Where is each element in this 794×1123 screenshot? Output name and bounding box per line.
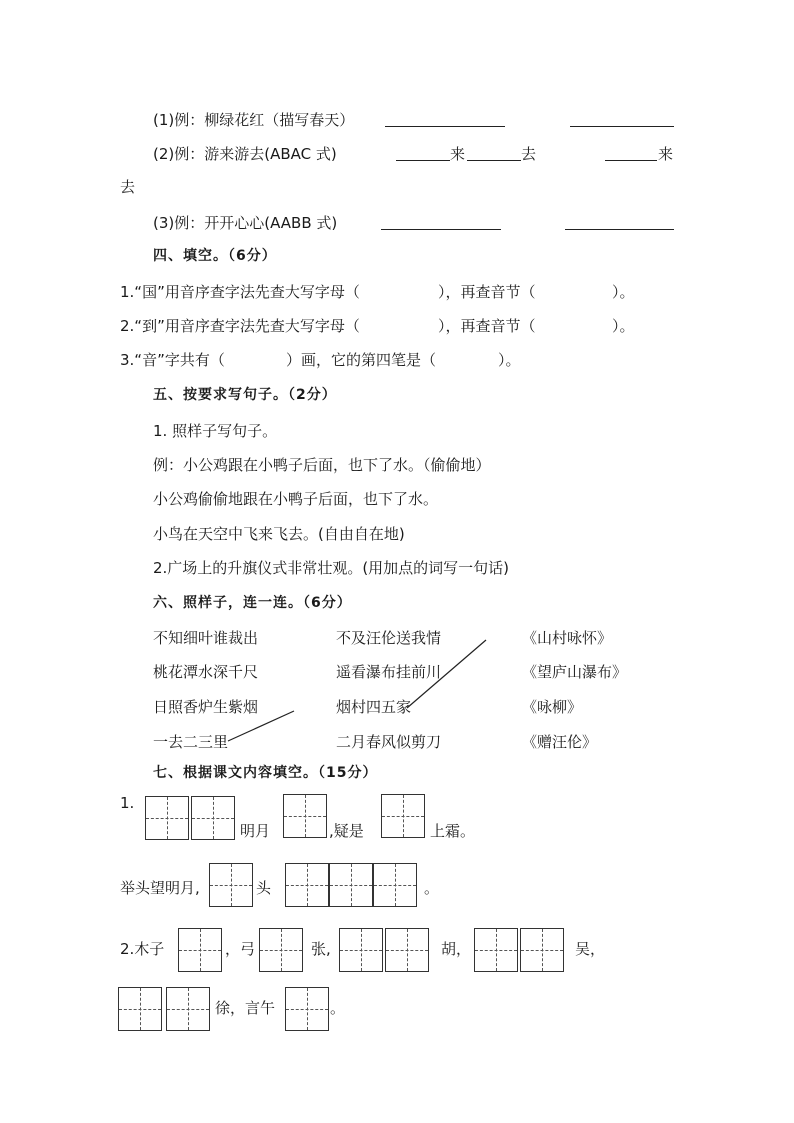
match-col1-item[interactable]: 一去二三里 [153,733,229,751]
match-col2-item[interactable]: 烟村四五家 [336,698,412,716]
match-line-example-2 [407,640,486,708]
item3-label: (3)例：开开心心(AABB 式) [153,214,338,232]
char-box[interactable] [145,796,189,840]
q1-end: ）。 [612,283,635,301]
s7-q1-end: 。 [424,879,440,897]
match-col3-item[interactable]: 《望庐山瀑布》 [522,663,628,681]
s7-q1-mingyue: 明月 [240,822,271,840]
s7-q1-yishi: ,疑是 [329,822,364,840]
s7-q2-end: 。 [330,999,346,1017]
char-box[interactable] [329,863,373,907]
s7-q1-tou: 头 [256,879,272,897]
q1-prefix: 1.“国”用音序查字法先查大写字母（ [120,283,360,301]
match-col1-item[interactable]: 不知细叶谁裁出 [153,629,259,647]
item2-qu-wrap: 去 [120,178,136,196]
section7-title: 七、根据课文内容填空。（15分） [153,765,378,781]
char-box[interactable] [381,794,425,838]
char-box[interactable] [209,863,253,907]
s7-q2-hu: 胡， [441,940,472,958]
section4-title: 四、填空。（6分） [153,248,277,264]
char-box[interactable] [373,863,417,907]
char-box[interactable] [520,928,564,972]
s7-q2-wu: 吴， [575,940,606,958]
section5-line-4: 小鸟在天空中飞来飞去。(自由自在地) [153,525,405,543]
item2-lai-1: 来 [450,145,466,163]
char-box[interactable] [259,928,303,972]
s7-q2-muzi: 2.木子 [120,940,165,958]
q2-mid: ），再查音节（ [438,317,536,335]
match-col1-item[interactable]: 桃花潭水深千尺 [153,663,259,681]
match-col3-item[interactable]: 《咏柳》 [522,698,583,716]
char-box[interactable] [166,987,210,1031]
q2-end: ）。 [612,317,635,335]
q3-prefix: 3.“音”字共有（ [120,351,225,369]
item2-lai-2: 来 [658,145,674,163]
section5-line-5: 2.广场上的升旗仪式非常壮观。(用加点的词写一句话) [153,559,510,577]
s7-q1-shangshuang: 上霜。 [430,822,476,840]
s7-q1-number: 1. [120,794,135,812]
char-box[interactable] [285,987,329,1031]
item1-label: (1)例：柳绿花红（描写春天） [153,111,355,129]
s7-q2-gong: ，弓 [225,940,256,958]
q1-mid: ），再查音节（ [438,283,536,301]
match-col2-item[interactable]: 遥看瀑布挂前川 [336,663,442,681]
match-col1-item[interactable]: 日照香炉生紫烟 [153,698,259,716]
match-col3-item[interactable]: 《山村咏怀》 [522,629,613,647]
match-col3-item[interactable]: 《赠汪伦》 [522,733,598,751]
char-box[interactable] [118,987,162,1031]
s7-q2-zhang: 张, [311,940,331,958]
char-box[interactable] [474,928,518,972]
section5-line-2: 例：小公鸡跟在小鸭子后面，也下了水。（偷偷地） [153,456,491,474]
item2-label: (2)例：游来游去(ABAC 式) [153,145,337,163]
section5-line-3: 小公鸡偷偷地跟在小鸭子后面，也下了水。 [153,490,439,508]
q3-mid: ）画，它的第四笔是（ [286,351,437,369]
char-box[interactable] [178,928,222,972]
s7-q2-xu: 徐，言午 [215,999,276,1017]
char-box[interactable] [285,863,329,907]
s7-q1-jutou: 举头望明月, [120,879,200,897]
char-box[interactable] [191,796,235,840]
char-box[interactable] [385,928,429,972]
section5-title: 五、按要求写句子。（2分） [153,387,337,403]
char-box[interactable] [283,794,327,838]
char-box[interactable] [339,928,383,972]
section6-title: 六、照样子，连一连。（6分） [153,595,352,611]
match-line-example-1 [228,711,294,741]
section5-line-1: 1. 照样子写句子。 [153,422,278,440]
match-col2-item[interactable]: 不及汪伦送我情 [336,629,442,647]
item2-qu: 去 [521,145,537,163]
match-col2-item[interactable]: 二月春风似剪刀 [336,733,442,751]
q2-prefix: 2.“到”用音序查字法先查大写字母（ [120,317,360,335]
q3-end: ）。 [498,351,521,369]
